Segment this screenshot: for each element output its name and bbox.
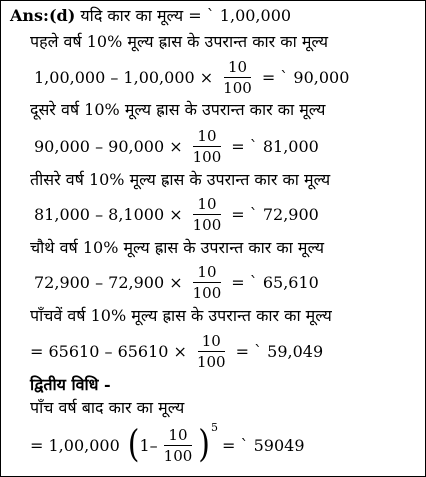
method2-eq-left: = 1,00,000 (30, 435, 120, 455)
year5-denominator: 100 (196, 352, 226, 371)
year1-text: पहले वर्ष 10% मूल्य ह्रास के उपरान्त कार का मूल्य (30, 32, 328, 51)
close-paren: ) (198, 422, 211, 467)
year2-denominator: 100 (192, 147, 222, 166)
method2-eq-inner: 1– (139, 435, 158, 455)
year4-eq-left: 72,900 – 72,900 × (34, 272, 183, 292)
year5-eq-right: = ` 59,049 (235, 341, 324, 361)
method2-eq-right: = ` 59049 (222, 435, 305, 455)
year2-text: दूसरे वर्ष 10% मूल्य ह्रास के उपरान्त कार का मूल्य (30, 100, 326, 119)
year5-equation (30, 327, 323, 375)
method2-text: पाँच वर्ष बाद कार का मूल्य (30, 398, 185, 417)
year2-eq-right: = ` 81,000 (231, 136, 319, 156)
year4-text: चौथे वर्ष 10% मूल्य ह्रास के उपरान्त कार का मूल्य (30, 238, 325, 257)
year5-text: पाँचवें वर्ष 10% मूल्य ह्रास के उपरान्त कार का मूल्य (30, 306, 332, 325)
year2-equation (34, 122, 319, 170)
method2-numerator: 10 (164, 426, 191, 446)
year4-fraction (189, 263, 226, 302)
method2-exponent: 5 (211, 420, 219, 434)
year4-denominator: 100 (192, 283, 222, 302)
year1-eq-right: = ` 90,000 (261, 67, 350, 87)
year3-text: तीसरे वर्ष 10% मूल्य ह्रास के उपरान्त कार का मूल्य (30, 170, 331, 189)
answer-prefix: Ans:(d) (10, 6, 76, 25)
year5-eq-left: = 65610 – 65610 × (30, 341, 187, 361)
year1-fraction (219, 58, 256, 97)
answer-intro-line (10, 6, 291, 26)
year1-eq-left: 1,00,000 – 1,00,000 × (34, 67, 214, 87)
year2-eq-left: 90,000 – 90,000 × (34, 136, 183, 156)
year3-eq-right: = ` 72,900 (231, 204, 319, 224)
year3-equation (34, 190, 319, 238)
year3-eq-left: 81,000 – 8,1000 × (34, 204, 183, 224)
year1-denominator: 100 (223, 78, 252, 97)
year3-numerator: 10 (193, 195, 220, 215)
year3-fraction (189, 195, 226, 234)
year5-numerator: 10 (198, 332, 225, 352)
year2-fraction (189, 127, 226, 166)
method2-denominator: 100 (163, 446, 193, 465)
year4-numerator: 10 (193, 263, 220, 283)
year2-numerator: 10 (193, 127, 220, 147)
year4-equation (34, 258, 319, 306)
year3-denominator: 100 (192, 215, 222, 234)
year5-fraction (193, 332, 230, 371)
intro-text: यदि कार का मूल्य = ` 1,00,000 (80, 6, 292, 25)
open-paren: ( (127, 422, 140, 467)
year4-eq-right: = ` 65,610 (231, 272, 319, 292)
method2-heading: द्वितीय विधि - (30, 375, 111, 394)
method2-fraction (160, 426, 197, 465)
year1-numerator: 10 (224, 58, 251, 78)
method2-equation (30, 420, 305, 470)
year1-equation (34, 53, 349, 101)
